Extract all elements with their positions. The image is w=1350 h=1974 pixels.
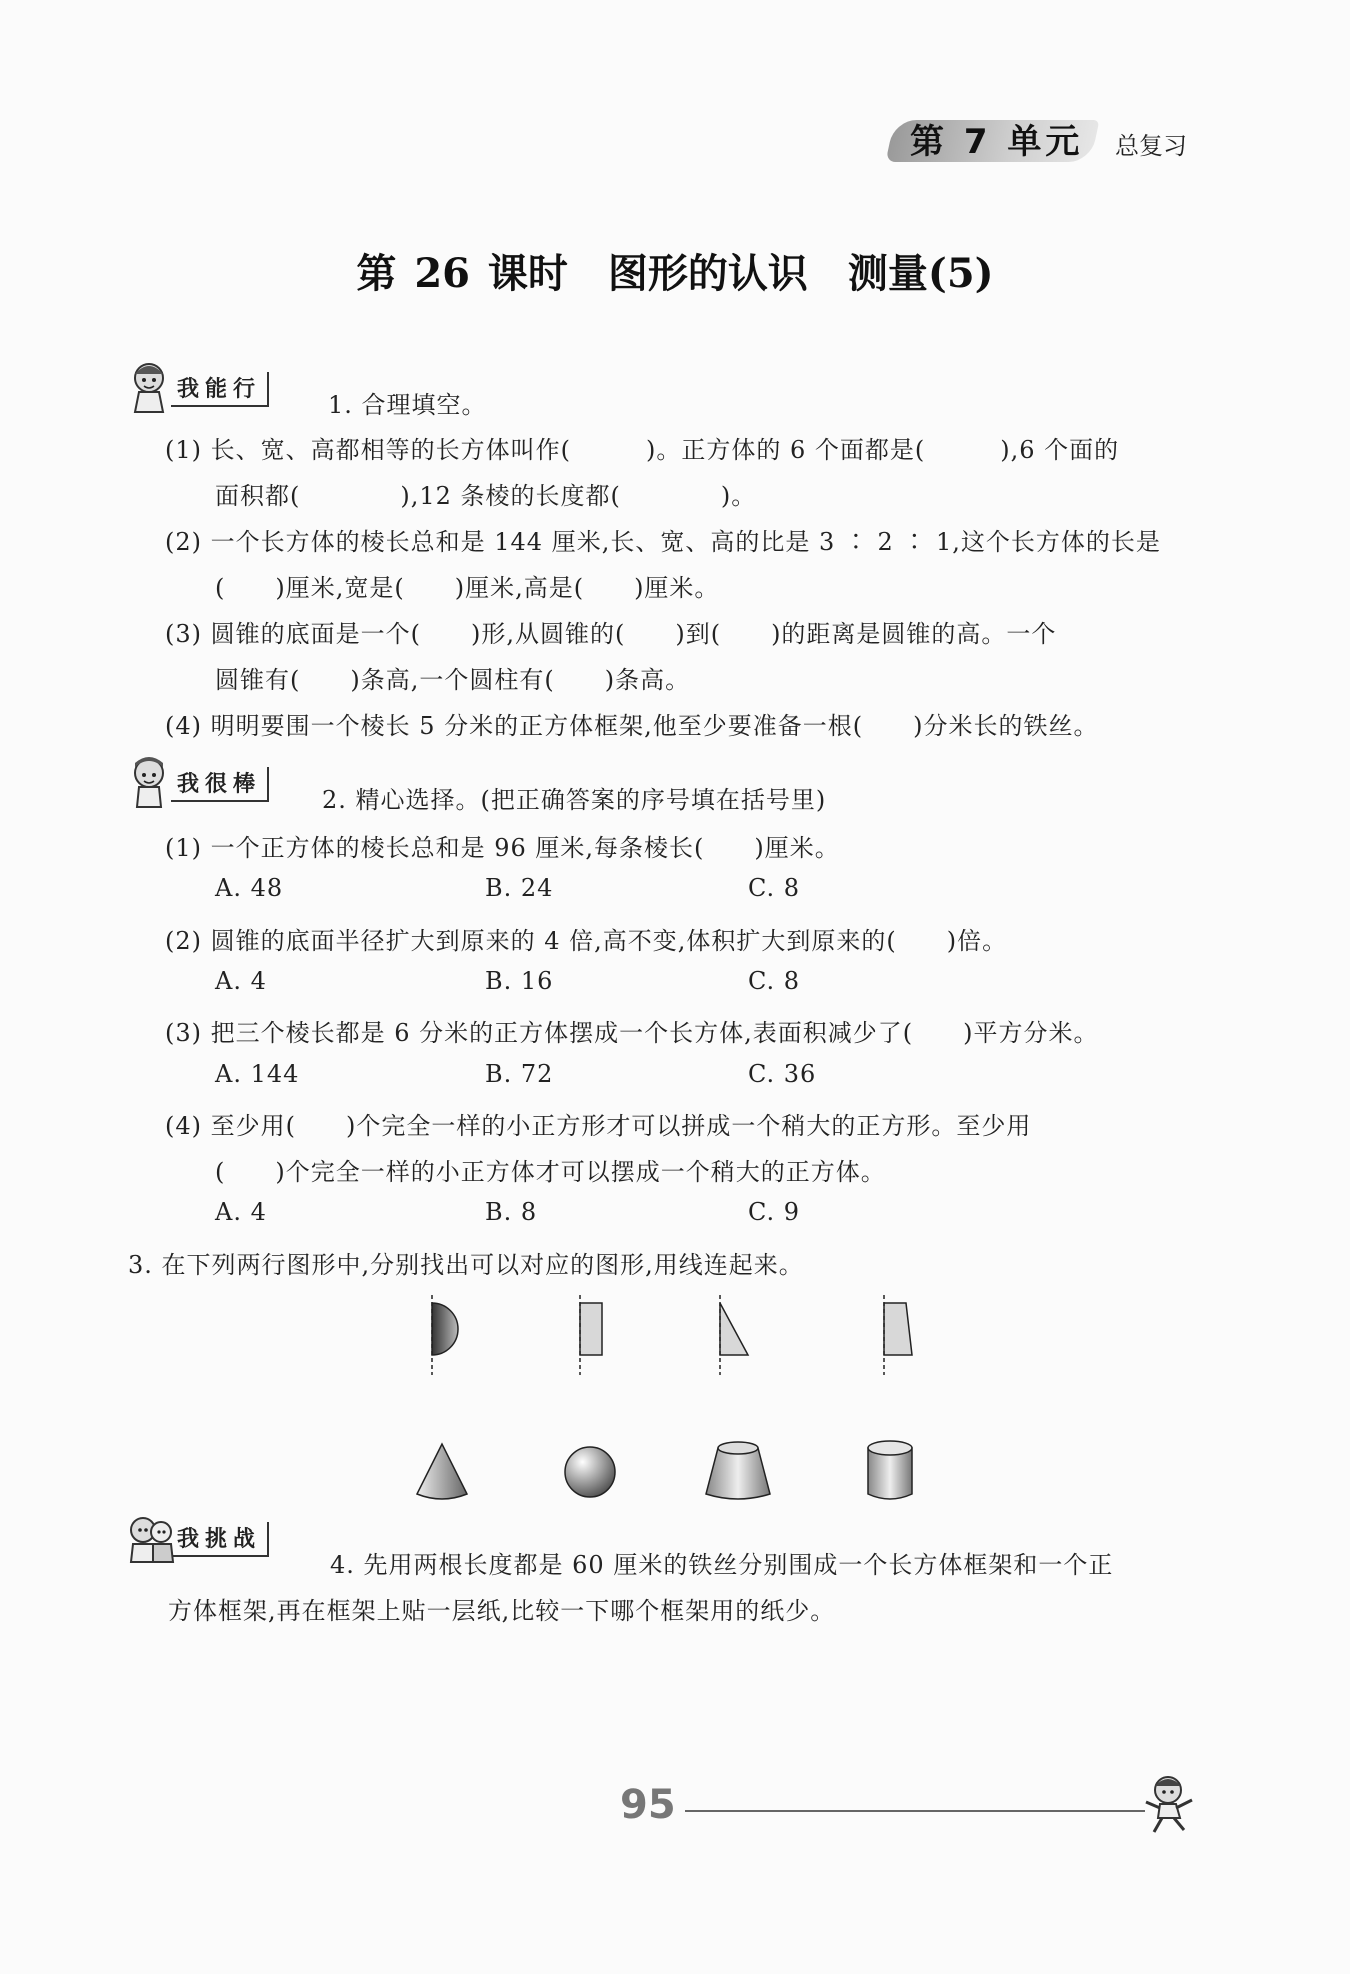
q2-heading: 2. 精心选择。(把正确答案的序号填在括号里) xyxy=(322,786,827,814)
q2-o2-c: C. 8 xyxy=(748,967,801,995)
q2-o4-b: B. 8 xyxy=(485,1198,538,1226)
q2-o2-a: A. 4 xyxy=(215,967,267,995)
badge-label: 我挑战 xyxy=(171,1522,269,1557)
q1-line-3: (2) 一个长方体的棱长总和是 144 厘米,长、宽、高的比是 3 ∶ 2 ∶ 1,这个长方体的长是 xyxy=(165,528,1161,556)
q2-p1: (1) 一个正方体的棱长总和是 96 厘米,每条棱长( )厘米。 xyxy=(165,834,840,862)
q2-p4a: (4) 至少用( )个完全一样的小正方形才可以拼成一个稍大的正方形。至少用 xyxy=(165,1112,1032,1140)
badge-wo-hen-bang xyxy=(125,755,269,813)
girl-mascot-icon xyxy=(125,360,177,418)
unit-label: 第 7 单元 xyxy=(910,122,1084,162)
page-number: 95 xyxy=(620,1782,676,1828)
trapezoid-profile-icon xyxy=(872,1295,922,1375)
frustum-icon xyxy=(700,1436,776,1508)
unit-header xyxy=(890,112,1210,164)
sphere-icon xyxy=(560,1442,620,1502)
q3-heading: 3. 在下列两行图形中,分别找出可以对应的图形,用线连起来。 xyxy=(128,1251,804,1279)
q2-o1-c: C. 8 xyxy=(748,874,801,902)
unit-subtitle: 总复习 xyxy=(1115,132,1187,160)
q1-line-7: (4) 明明要围一个棱长 5 分米的正方体框架,他至少要准备一根( )分米长的铁丝。 xyxy=(165,712,1099,740)
kids-mascot-icon xyxy=(125,1510,177,1568)
badge-wo-neng-xing xyxy=(125,360,269,418)
q2-o2-b: B. 16 xyxy=(485,967,554,995)
running-boy-icon xyxy=(1140,1772,1200,1836)
q1-line-5: (3) 圆锥的底面是一个( )形,从圆锥的( )到( )的距离是圆锥的高。一个 xyxy=(165,620,1057,648)
q2-o4-c: C. 9 xyxy=(748,1198,801,1226)
half-circle-profile-icon xyxy=(420,1295,470,1375)
q1-heading: 1. 合理填空。 xyxy=(328,391,487,419)
q2-p4b: ( )个完全一样的小正方体才可以摆成一个稍大的正方体。 xyxy=(215,1158,886,1186)
badge-label: 我很棒 xyxy=(171,767,269,802)
rectangle-profile-icon xyxy=(568,1295,618,1375)
q2-o4-a: A. 4 xyxy=(215,1198,267,1226)
right-triangle-profile-icon xyxy=(708,1295,758,1375)
q2-o1-a: A. 48 xyxy=(215,874,284,902)
q4-line-2: 方体框架,再在框架上贴一层纸,比较一下哪个框架用的纸少。 xyxy=(168,1597,836,1625)
q2-o1-b: B. 24 xyxy=(485,874,554,902)
cone-icon xyxy=(412,1440,472,1506)
footer-rule xyxy=(685,1810,1145,1812)
q1-line-6: 圆锥有( )条高,一个圆柱有( )条高。 xyxy=(215,666,691,694)
boy-mascot-icon xyxy=(125,755,177,813)
q1-line-2: 面积都( ),12 条棱的长度都( )。 xyxy=(215,482,757,510)
cylinder-icon xyxy=(860,1436,920,1508)
badge-label: 我能行 xyxy=(171,372,269,407)
q2-p2: (2) 圆锥的底面半径扩大到原来的 4 倍,高不变,体积扩大到原来的( )倍。 xyxy=(165,927,1008,955)
q2-p3: (3) 把三个棱长都是 6 分米的正方体摆成一个长方体,表面积减少了( )平方分米。 xyxy=(165,1019,1099,1047)
q2-o3-c: C. 36 xyxy=(748,1060,817,1088)
lesson-title: 第 26 课时 图形的认识 测量(5) xyxy=(356,250,994,297)
q4-line-1: 4. 先用两根长度都是 60 厘米的铁丝分别围成一个长方体框架和一个正 xyxy=(330,1551,1114,1579)
q1-line-1: (1) 长、宽、高都相等的长方体叫作( )。正方体的 6 个面都是( ),6 个面的 xyxy=(165,436,1120,464)
q1-line-4: ( )厘米,宽是( )厘米,高是( )厘米。 xyxy=(215,574,720,602)
badge-wo-tiao-zhan xyxy=(125,1510,269,1568)
q2-o3-b: B. 72 xyxy=(485,1060,554,1088)
q2-o3-a: A. 144 xyxy=(215,1060,300,1088)
